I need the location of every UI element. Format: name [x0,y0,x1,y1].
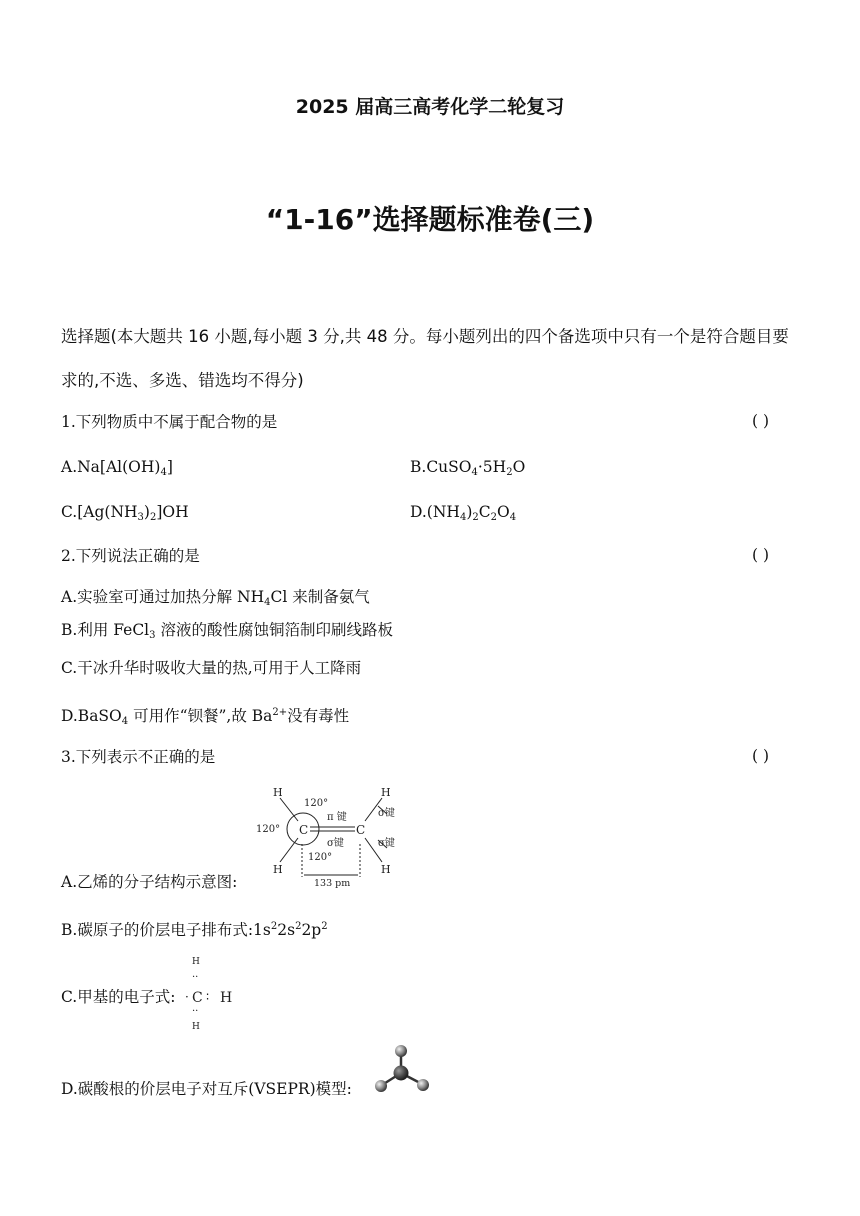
question-1-option-b: $B.CuSO_4\cdot 5H_2O$ [410,458,526,478]
ethylene-pi-bond-label: π 键 [327,812,347,823]
vsepr-central-atom [394,1066,409,1081]
methyl-electron-formula [185,952,240,1034]
ethylene-left-carbon [299,823,308,837]
question-2-stem: 2.下列说法正确的是 [61,547,200,565]
question-2-option-b: B.利用 FeCl$_3$ 溶液的酸性腐蚀铜箔制印刷线路板 [61,621,393,641]
vsepr-outer-atom-right [417,1079,429,1091]
ethylene-sigma-bond-label-bottom: σ键 [378,838,395,849]
ethylene-structure-diagram [254,782,414,890]
ethylene-bond-length-label: 133 pm [314,878,351,889]
svg-text:C: C [299,823,309,837]
question-1-stem: 1.下列物质中不属于配合物的是 [61,413,278,431]
question-2-option-c: C.干冰升华时吸收大量的热,可用于人工降雨 [61,659,362,677]
question-1-answer-paren: ( ) [752,412,770,430]
methyl-h-top: H [192,957,200,967]
methyl-h-right: H [220,990,233,1006]
question-2-answer-paren: ( ) [752,546,770,564]
methyl-pair-bottom: ·· [192,1006,199,1017]
vsepr-model-image [368,1040,438,1098]
question-3-option-d: D.碳酸根的价层电子对互斥(VSEPR)模型: [61,1080,352,1098]
methyl-pair-right: ∶ [206,990,210,1004]
ethylene-h-bottom-right: H [381,863,391,876]
question-2-option-d: D.BaSO$_4$ 可用作“钡餐”,故 $Ba^{2+}$没有毒性 [61,707,350,727]
ethylene-sigma-bond-label-middle: σ键 [327,838,344,849]
ethylene-angle-top: 120° [304,798,329,809]
methyl-single-dot: · [185,990,189,1004]
methyl-h-bottom: H [192,1022,200,1032]
instructions-line-2: 求的,不选、多选、错选均不得分) [61,371,304,390]
methyl-pair-top: ·· [192,972,199,983]
methyl-carbon: C [192,990,203,1006]
ethylene-sigma-bond-label-top: σ键 [378,808,395,819]
question-1-option-c: $C.[Ag(NH_3)_2]OH$ [61,503,189,523]
question-3-option-c: C.甲基的电子式: [61,988,176,1006]
question-3-answer-paren: ( ) [752,747,770,765]
question-3-stem: 3.下列表示不正确的是 [61,748,216,766]
page-title: “1-16”选择题标准卷(三) [265,203,595,236]
ethylene-h-bottom-left: H [273,863,283,876]
question-3-option-b: B.碳原子的价层电子排布式$:1s^22s^22p^2$ [61,921,328,939]
page-subtitle: 2025 届高三高考化学二轮复习 [295,96,565,118]
question-3-option-a: A.乙烯的分子结构示意图: [61,873,238,891]
question-1-option-d: $D.(NH_4)_2C_2O_4$ [410,503,517,523]
instructions-line-1: 选择题(本大题共 16 小题,每小题 3 分,共 48 分。每小题列出的四个备选项中只有一个是符合题目要 [61,327,789,346]
ethylene-angle-bottom: 120° [308,852,333,863]
vsepr-outer-atom-left [375,1080,387,1092]
question-1-option-a: $A.Na[Al(OH)_4]$ [61,458,173,478]
ethylene-h-top-left: H [273,786,283,799]
vsepr-outer-atom-top [395,1045,407,1057]
ethylene-angle-left: 120° [256,824,281,835]
ethylene-h-top-right: H [381,786,391,799]
svg-text:C: C [356,823,366,837]
question-2-option-a: A.实验室可通过加热分解 $NH_4Cl$ 来制备氨气 [61,588,370,608]
ethylene-right-carbon [356,823,365,837]
